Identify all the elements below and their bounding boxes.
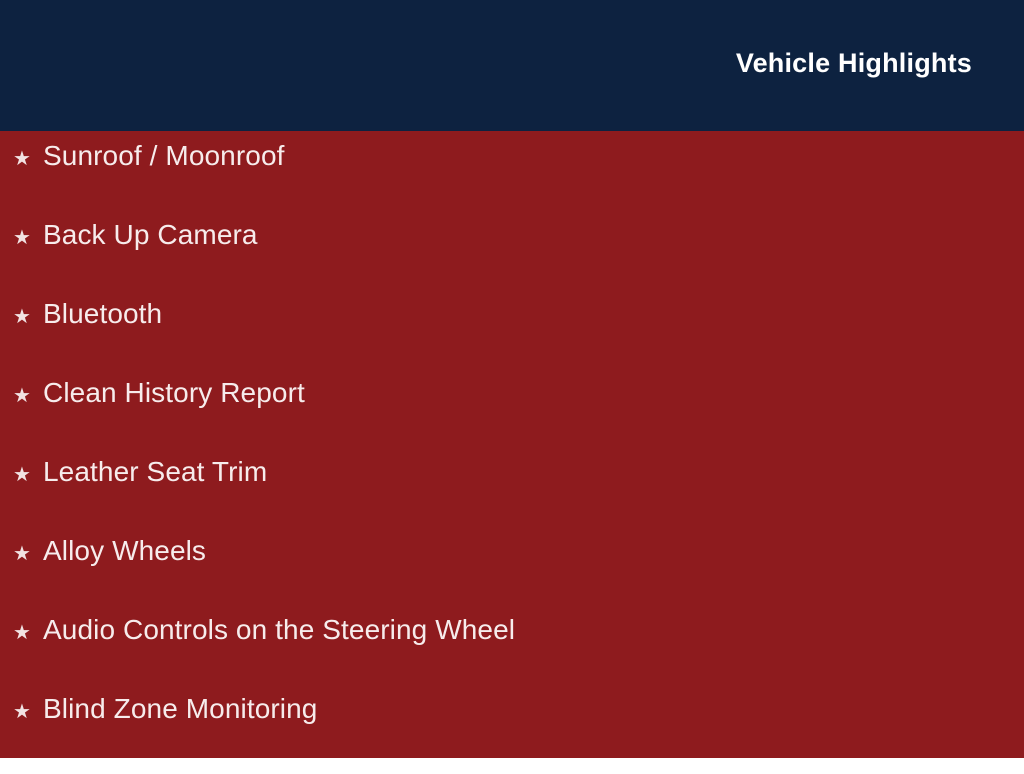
list-item-label: Alloy Wheels [43, 535, 207, 566]
page-title: Vehicle Highlights [735, 48, 972, 78]
list-item-label: Sunroof / Moonroof [43, 140, 285, 171]
vehicle-highlights-list [0, 142, 1024, 774]
list-item [0, 616, 1024, 695]
header-band [0, 0, 1024, 131]
list-item-label: Clean History Report [43, 377, 305, 408]
star-icon: ★ [13, 148, 31, 170]
star-icon: ★ [13, 306, 31, 328]
star-icon: ★ [13, 464, 31, 486]
list-item-label: Leather Seat Trim [43, 456, 268, 487]
footer-strip [0, 758, 1024, 768]
list-item [0, 537, 1024, 616]
list-item-label: Bluetooth [43, 298, 163, 329]
list-item-label: Back Up Camera [43, 219, 258, 250]
list-item-label: Audio Controls on the Steering Wheel [43, 614, 516, 645]
star-icon: ★ [13, 622, 31, 644]
list-item [0, 142, 1024, 221]
list-item [0, 458, 1024, 537]
list-item [0, 221, 1024, 300]
list-item [0, 379, 1024, 458]
star-icon: ★ [13, 543, 31, 565]
list-item [0, 300, 1024, 379]
star-icon: ★ [13, 227, 31, 249]
list-item-label: Blind Zone Monitoring [43, 693, 318, 724]
star-icon: ★ [13, 701, 31, 723]
star-icon: ★ [13, 385, 31, 407]
